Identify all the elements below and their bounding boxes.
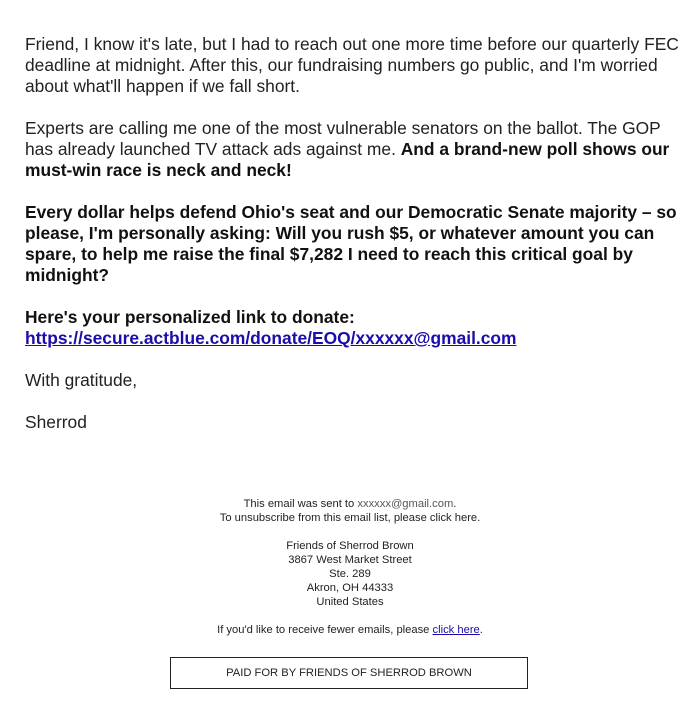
paragraph-vulnerable <box>25 118 680 181</box>
footer-sent-to-prefix: This email was sent to <box>243 498 358 510</box>
paragraph-ask <box>25 202 680 286</box>
donate-link[interactable]: https://secure.actblue.com/donate/EOQ/xxxxxx@gmail.com <box>25 328 517 348</box>
footer-address-org: Friends of Sherrod Brown <box>286 540 414 552</box>
footer-sent-to-block <box>0 497 700 525</box>
paragraph-ask-bold: Every dollar helps defend Ohio's seat and our Democratic Senate majority – so please, I'm personally asking: Will you rush $5, or whatever amount you can spare, to help me raise the final $7,282 I need to reach this critical goal by midnight? <box>25 202 677 285</box>
footer-address-street: 3867 West Market Street <box>288 554 412 566</box>
footer-sent-to <box>0 497 700 511</box>
footer-address-city: Akron, OH 44333 <box>306 582 394 594</box>
paragraph-intro: Friend, I know it's late, but I had to reach out one more time before our quarterly FEC deadline at midnight. After this, our fundraising numbers go public, and I'm worried about what'll happen if we fall short. <box>25 34 679 96</box>
paid-for-disclaimer: PAID FOR BY FRIENDS OF SHERROD BROWN <box>170 657 528 689</box>
signature-text: Sherrod <box>25 412 87 432</box>
closing-text: With gratitude, <box>25 370 138 390</box>
footer-address-country: United States <box>316 596 384 608</box>
donate-section <box>25 307 680 349</box>
footer-unsubscribe[interactable]: To unsubscribe from this email list, please click here. <box>219 512 481 524</box>
paragraph-vulnerable-text: Experts are calling me one of the most vulnerable senators on the ballot. The GOP has already launched TV attack ads against me. <box>25 118 661 159</box>
footer-fewer-suffix: . <box>479 624 483 636</box>
footer-fewer-prefix: If you'd like to receive fewer emails, please <box>217 624 433 636</box>
footer-address <box>0 539 700 609</box>
fewer-emails-link[interactable]: click here <box>432 624 480 636</box>
footer-address-suite: Ste. 289 <box>329 568 371 580</box>
footer-fewer-emails <box>0 623 700 637</box>
email-body <box>25 34 680 454</box>
email-footer <box>0 497 700 651</box>
paragraph-vulnerable-bold: And a brand-new poll shows our must-win race is neck and neck! <box>25 139 670 180</box>
footer-recipient-email: xxxxxx@gmail.com <box>357 498 454 510</box>
donate-heading: Here's your personalized link to donate: <box>25 307 355 327</box>
footer-sent-to-suffix: . <box>453 498 457 510</box>
